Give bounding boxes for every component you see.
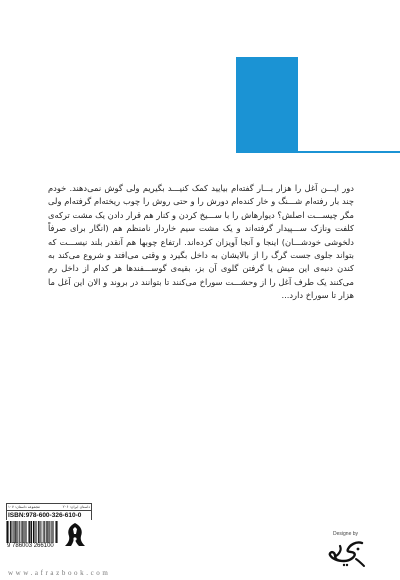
publisher-logo-icon [60, 520, 90, 550]
barcode-block [6, 521, 58, 550]
isbn-label: ISBN:978-600-326-610-0 [6, 511, 92, 520]
barcode-digit-group-1: 786003 [12, 543, 33, 549]
barcode-bars [6, 521, 58, 543]
barcode-area [6, 520, 92, 550]
isbn-barcode-box [6, 503, 92, 566]
blurb-paragraph: دور ایـــن آغل را هزار بـــار گفته‌ام بیایید کمک کنیـــد بگیریم ولی گوش نمی‌دهند. خودم چند بار رفته‌ام شـــنگ و خار کنده‌ام دورش را و حتی روش را چوب ریخته‌ام گرفته‌ام ولی مگر چیســـت اصلش؟ دیوارهاش را با ســـیخ کردن و کنار هم قرار دادن یک مشت ترکه‌ی کلفت ونازک ســـپیدار گرفته‌اند و یک مشت سیم خاردار نامنظم هم (انگار برای صرفاً دلخوشی خودشـــان) اینجا و آنجا آویزان کرده‌اند. ارتفاع چوبها هم آنقدر بلند نیســـت که بتواند جلوی جست گرگ را از بالایشان به داخل بگیرد و وقتی می‌افتد و شروع می‌کند به کندن دنبه‌ی این میش یا گرفتن گلوی آن بز، بقیه‌ی گوســـفندها هر کدام از داخل رم می‌کنند یک طرف آغل را از وحشـــت سوراخ می‌کنند تا بتوانند در بروند و الان این آغل ما هزار تا سوراخ دارد... [48, 183, 354, 301]
designer-label: Designe by [333, 531, 359, 537]
back-cover-blurb [48, 182, 354, 303]
series-left-label: مجموعه داستان: ۱۰۷ [8, 505, 40, 509]
series-info [6, 503, 92, 511]
barcode-digits [6, 543, 58, 550]
barcode-digit-prefix: 9 [7, 543, 11, 549]
cover-accent-line [298, 151, 400, 153]
series-right-label: داستان ایران: ۲۰۶ [62, 505, 90, 509]
barcode-digit-group-2: 266100 [33, 543, 54, 549]
cover-accent-block [236, 57, 298, 153]
designer-signature-icon [326, 537, 368, 569]
publisher-website: www.afrazbook.com [8, 569, 111, 577]
